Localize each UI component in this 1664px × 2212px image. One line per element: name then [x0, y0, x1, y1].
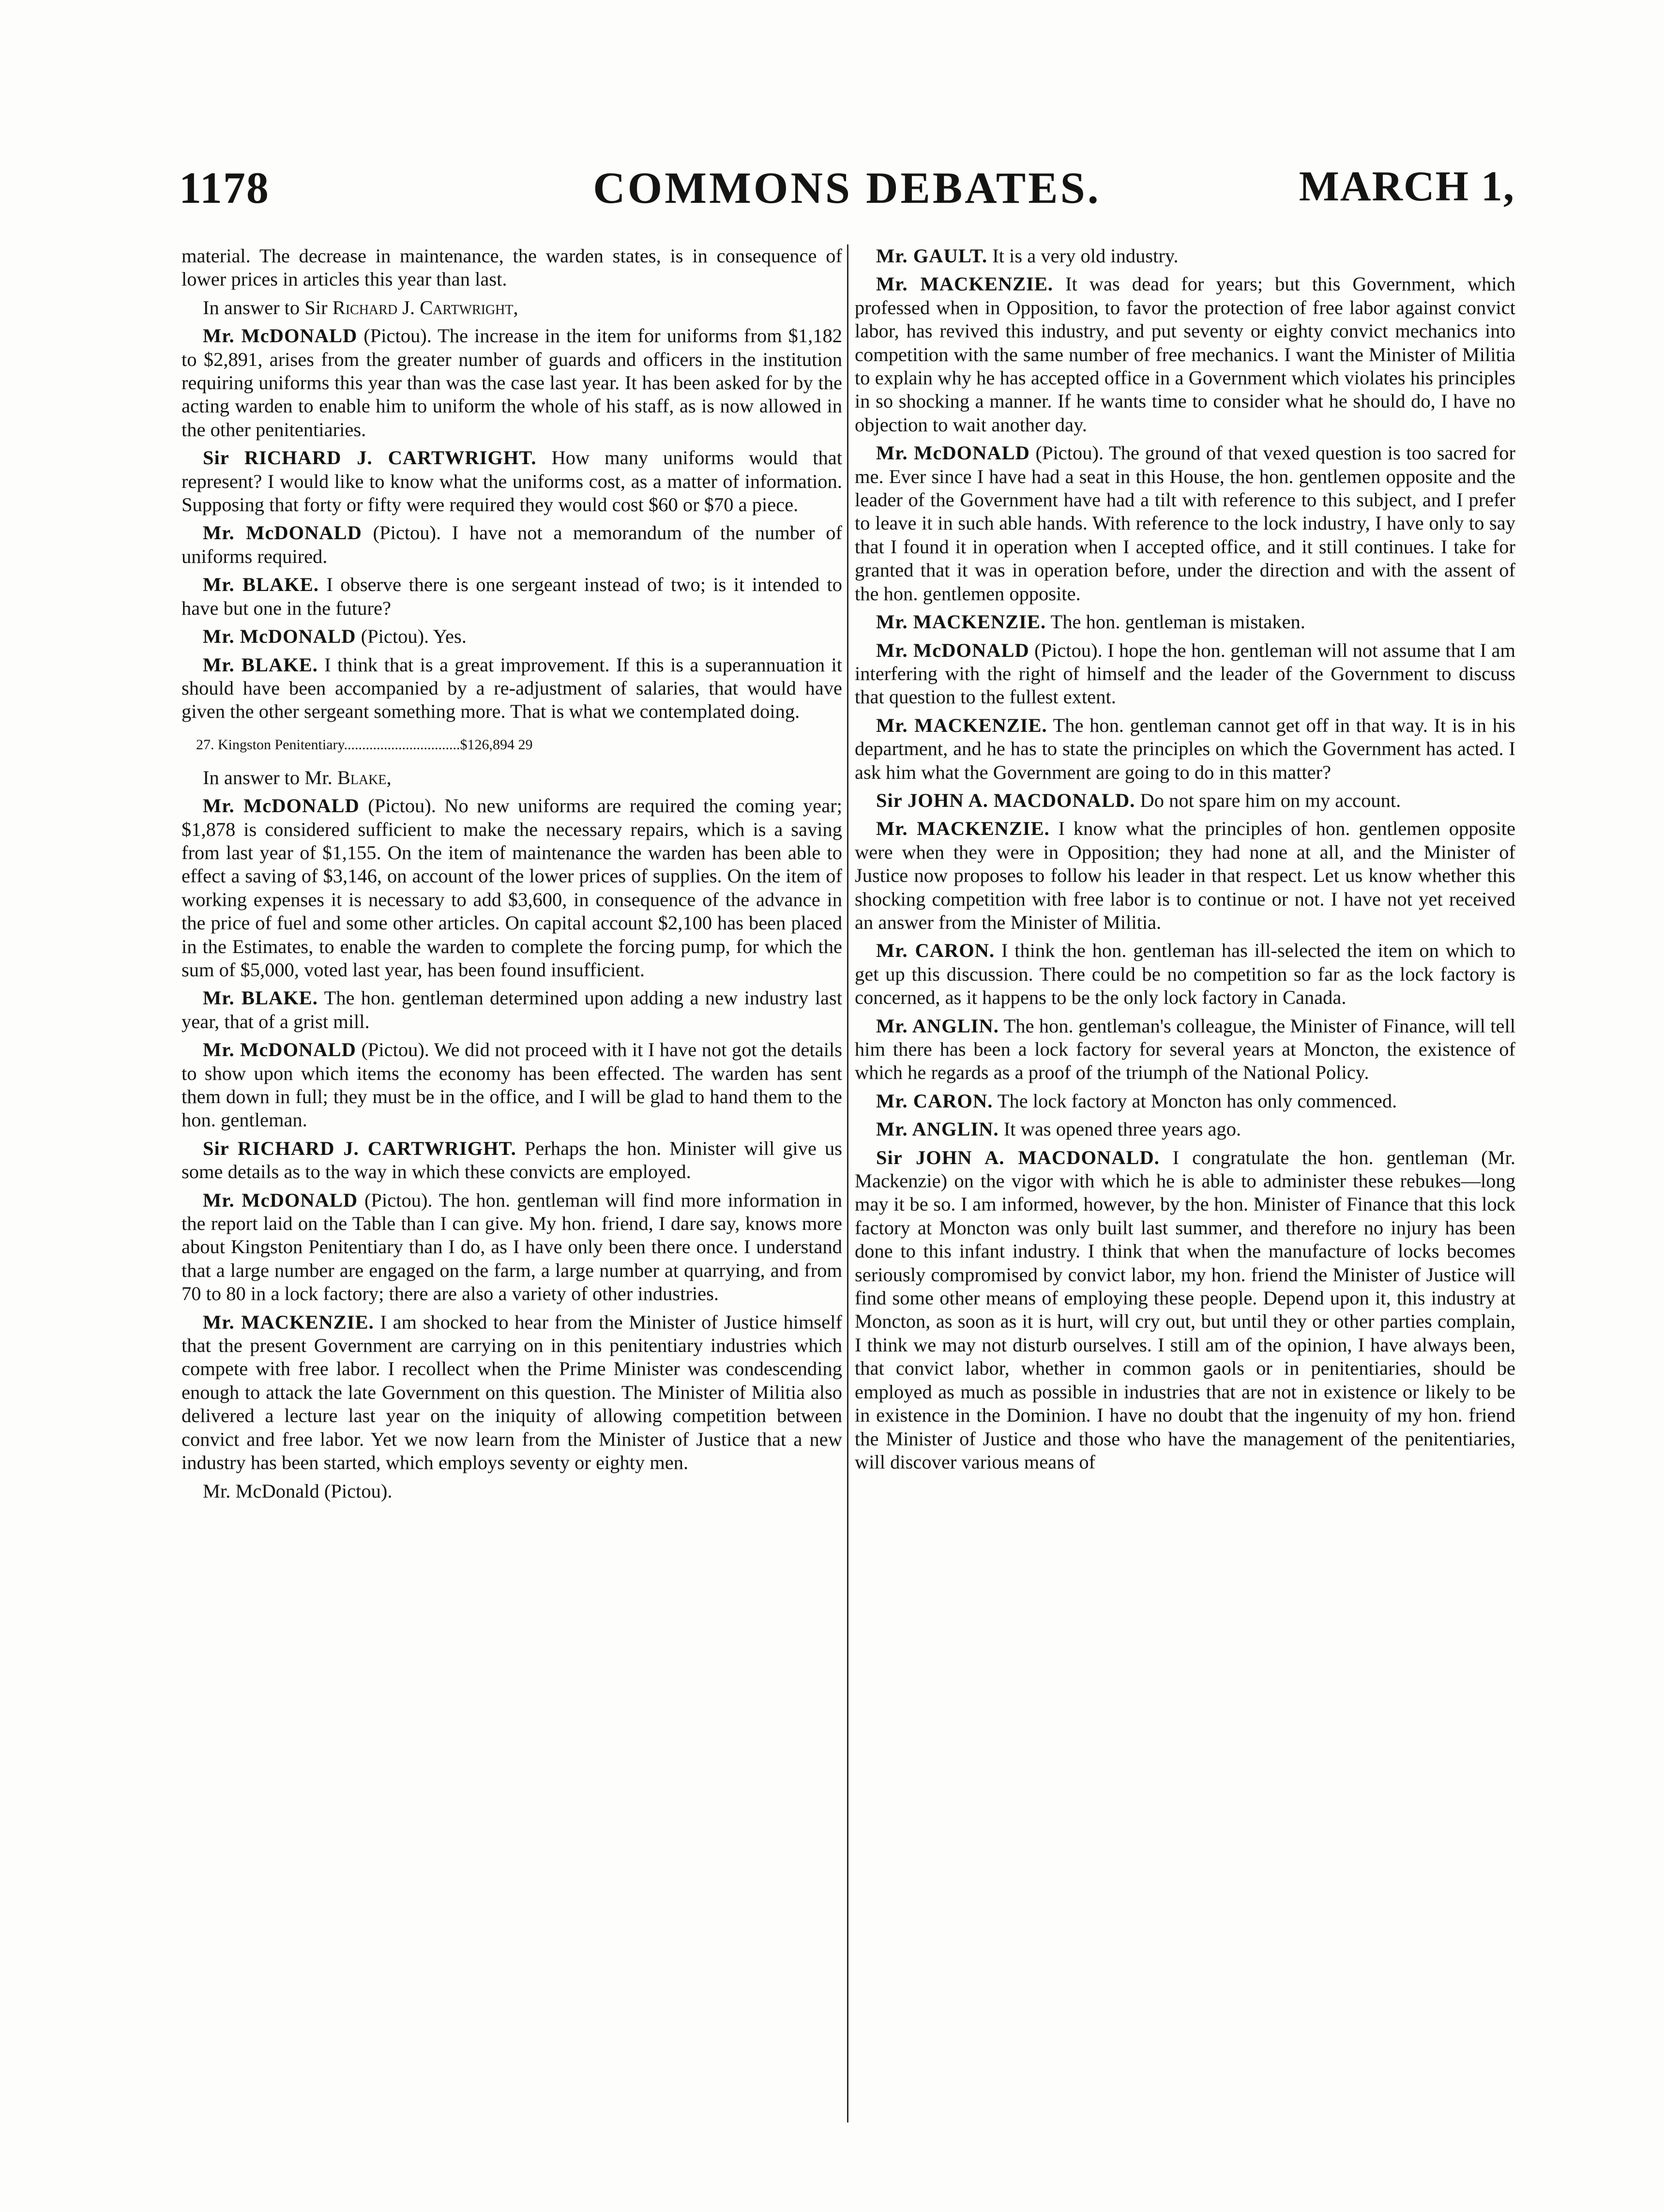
paragraph [182, 766, 842, 789]
speech-text: It was dead for years; but this Government, which professed when in Opposition, to favor the protection of free labor against convict labor, has revived this industry, and put seventy or eighty convict mechanics into competition with the same number of free mechanics. I want the Minister of Militia to explain why he has accepted office in a Government which violates his principles in so shocking a manner. If he wants time to consider what he should do, I have no objection to wait another day. [855, 273, 1515, 436]
page-date: MARCH 1, [1299, 163, 1515, 210]
speaker-name: Mr. McDONALD [203, 625, 356, 648]
speaker-name: Mr. MACKENZIE. [876, 714, 1047, 736]
left-column [182, 244, 842, 2147]
speaker-name: Mr. CARON. [876, 939, 995, 962]
paragraph [182, 296, 842, 319]
speaker-name: Sir RICHARD J. CARTWRIGHT. [203, 447, 537, 469]
speaker-name: Mr. McDONALD [203, 1189, 358, 1211]
speaker-name: Mr. CARON. [876, 1090, 993, 1112]
speech-text: Do not spare him on my account. [1135, 789, 1401, 811]
speech-text: I observe there is one sergeant instead of two; is it intended to have but one in the future? [182, 574, 842, 619]
speech-text: (Pictou). The ground of that vexed question is too sacred for me. Ever since I have had a seat in this House, the hon. gentlemen opposite and the leader of the Government have had a tilt with reference to this subject, and I prefer to leave it in such able hands. With reference to the lock industry, I have only to say that I found it in operation when I accepted office, and it still continues. I take for granted that it was in operation before, under the direction and with the assent of the hon. gentlemen opposite. [855, 442, 1515, 605]
speech-text: (Pictou). No new uniforms are required the coming year; $1,878 is considered sufficient to make the necessary repairs, which is a saving from last year of $1,155. On the item of maintenance the warden has been able to effect a saving of $3,146, on account of the lower prices of supplies. On the item of working expenses it is necessary to add $3,600, in consequence of the advance in the price of fuel and some other articles. On capital account $2,100 has been placed in the Estimates, to enable the warden to complete the forcing pump, for which the sum of $5,000, voted last year, has been found insufficient. [182, 795, 842, 981]
speech-text: The hon. gentleman cannot get off in that way. It is in his department, and he has to state the principles on which the Government has acted. I ask him what the Government are going to do in this matter? [855, 714, 1515, 783]
page-number: 1178 [179, 163, 270, 212]
speech [855, 273, 1515, 437]
speech [855, 789, 1515, 812]
speech-text: I congratulate the hon. gentleman (Mr. Mackenzie) on the vigor with which he is able to administer these rebukes—long may it be so. I am informed, however, by the hon. Minister of Finance that this lock factory at Moncton was only built last summer, and therefore no injury has been done to this infant industry. I think that when the manufacture of locks becomes seriously compromised by convict labor, my hon. friend the Minister of Justice will find some other means of employing these people. Depend upon it, this industry at Moncton, as soon as it is hurt, will cry out, but until they or other parties complain, I think we may not disturb ourselves. I still am of the opinion, I have always been, that convict labor, whether in common gaols or in penitentiaries, should be employed as much as possible in industries that are not in existence or likely to be in existence in the Dominion. I have no doubt that the ingenuity of my hon. friend the Minister of Justice and those who have the management of the penitentiaries, will discover various means of [855, 1146, 1515, 1473]
speaker-name: Mr. MACKENZIE. [203, 1311, 374, 1333]
speech [182, 1038, 842, 1132]
speech [855, 1090, 1515, 1113]
paragraph-text: In answer to Mr. [203, 766, 337, 788]
speech [182, 446, 842, 516]
speaker-name: Mr. ANGLIN. [876, 1015, 999, 1037]
speech [182, 521, 842, 568]
speech-text: How many uniforms would that represent? I would like to know what the uniforms cost, as a matter of information. Supposing that forty or fifty were required they would cost $60 or $70 a piece. [182, 447, 842, 516]
speech-text: The hon. gentleman is mistaken. [1046, 611, 1305, 633]
speech-text: I am shocked to hear from the Minister of Justice himself that the present Government are carrying on in this penitentiary industries which compete with free labor. I recollect when the Prime Minister was condescending enough to attack the late Government on this question. The Minister of Militia also delivered a lecture last year on the iniquity of allowing competition between convict and free labor. Yet we now learn from the Minister of Justice that a new industry has been started, which employs seventy or eighty men. [182, 1311, 842, 1474]
speech [855, 939, 1515, 1009]
speech-text: (Pictou). I hope the hon. gentleman will not assume that I am interfering with the right of himself and the leader of the Government to discuss that question to the fullest extent. [855, 639, 1515, 708]
speech [855, 244, 1515, 268]
speech-text: The hon. gentleman determined upon adding a new industry last year, that of a grist mill. [182, 987, 842, 1032]
speaker-name: Mr. MACKENZIE. [876, 273, 1054, 295]
speech [182, 986, 842, 1033]
speech [182, 1189, 842, 1306]
member-name: Richard J. Cartwright, [332, 296, 518, 318]
speaker-name: Sir JOHN A. MACDONALD. [876, 789, 1135, 811]
speech [855, 1146, 1515, 1474]
speech-text: The lock factory at Moncton has only commenced. [993, 1090, 1397, 1112]
page-header [179, 162, 1515, 220]
speech [182, 324, 842, 441]
speech [855, 610, 1515, 634]
speech-text: (Pictou). Yes. [356, 625, 467, 648]
speech [182, 1480, 842, 1503]
speaker-name: Mr. BLAKE. [203, 574, 319, 596]
speech [182, 573, 842, 620]
paragraph-text: In answer to Sir [203, 296, 333, 318]
speech [855, 714, 1515, 784]
speaker-name: Mr. McDONALD [203, 795, 360, 817]
estimate-line: 27. Kingston Penitentiary................................$126,894 29 [196, 736, 533, 753]
speech [182, 653, 842, 724]
speech-text: (Pictou). The increase in the item for uniforms from $1,182 to $2,891, arises from the greater number of guards and officers in the institution requiring uniforms this year than was the case last year. It has been asked for by the acting warden to enable him to uniform the whole of his staff, as is now allowed in the other penitentiaries. [182, 325, 842, 440]
speech-text: The hon. gentleman's colleague, the Minister of Finance, will tell him there has been a lock factory for several years at Moncton, the existence of which he regards as a proof of the triumph of the National Policy. [855, 1015, 1515, 1084]
speech-text: Perhaps the hon. Minister will give us some details as to the way in which these convicts are employed. [182, 1137, 842, 1183]
speech [855, 639, 1515, 709]
speech [855, 1118, 1515, 1141]
speaker-name: Mr. McDONALD [876, 639, 1029, 661]
speaker-name: Mr. BLAKE. [203, 987, 318, 1009]
speech [182, 794, 842, 982]
speech-text: I think the hon. gentleman has ill-selected the item on which to get up this discussion. There could be no competition so far as the lock factory is concerned, as it happens to be the only lock factory in Canada. [855, 939, 1515, 1009]
speech-text: It was opened three years ago. [998, 1118, 1241, 1140]
speech-text: (Pictou). The hon. gentleman will find more information in the report laid on the Table than I can give. My hon. friend, I dare say, knows more about Kingston Penitentiary than I do, as I have only been there once. I understand that a large number are engaged on the farm, a large number at quarrying, and from 70 to 80 in a lock factory; there are also a variety of other industries. [182, 1189, 842, 1305]
speaker-name: Sir JOHN A. MACDONALD. [876, 1146, 1160, 1168]
speech-text: It is a very old industry. [987, 245, 1179, 267]
speech-text: I know what the principles of hon. gentlemen opposite were when they were in Opposition; they had none at all, and the Minister of Justice now proposes to follow his leader in that respect. Let us know whether this shocking competition with free labor is to continue or not. I have not yet received an answer from the Minister of Militia. [855, 818, 1515, 933]
speech [855, 1015, 1515, 1085]
speech-text: (Pictou). I have not a memorandum of the number of uniforms required. [182, 522, 842, 567]
speaker-name: Mr. ANGLIN. [876, 1118, 999, 1140]
speaker-name: Mr. MACKENZIE. [876, 611, 1046, 633]
speech [182, 1137, 842, 1184]
speech-text: I think that is a great improvement. If this is a superannuation it should have been accompanied by a re-adjustment of salaries, that would have given the other sergeant something more. That is what we contemplated doing. [182, 653, 842, 723]
speaker-name: Mr. McDONALD [203, 325, 358, 347]
speaker-name: Mr. McDonald (Pictou). [203, 1480, 393, 1502]
speech-text: (Pictou). We did not proceed with it I have not got the details to show upon which items the economy has been effected. The warden has sent them down in full; they must be in the office, and I will be glad to hand them to the hon. gentleman. [182, 1039, 842, 1131]
speaker-name: Mr. GAULT. [876, 245, 988, 267]
column-divider [847, 244, 848, 2122]
speaker-name: Mr. BLAKE. [203, 653, 318, 676]
speech [182, 1311, 842, 1475]
speech [182, 625, 842, 648]
speech [855, 441, 1515, 606]
paragraph: material. The decrease in maintenance, the warden states, is in consequence of lower prices in articles this year than last. [182, 245, 842, 290]
journal-title: COMMONS DEBATES. [593, 163, 1101, 212]
right-column [855, 244, 1515, 2147]
member-name: Blake, [337, 766, 392, 788]
speaker-name: Mr. McDONALD [203, 522, 362, 544]
speaker-name: Mr. McDONALD [876, 442, 1030, 464]
speech [855, 817, 1515, 934]
speaker-name: Mr. McDONALD [203, 1039, 356, 1061]
speaker-name: Mr. MACKENZIE. [876, 818, 1050, 840]
speaker-name: Sir RICHARD J. CARTWRIGHT. [203, 1137, 516, 1159]
